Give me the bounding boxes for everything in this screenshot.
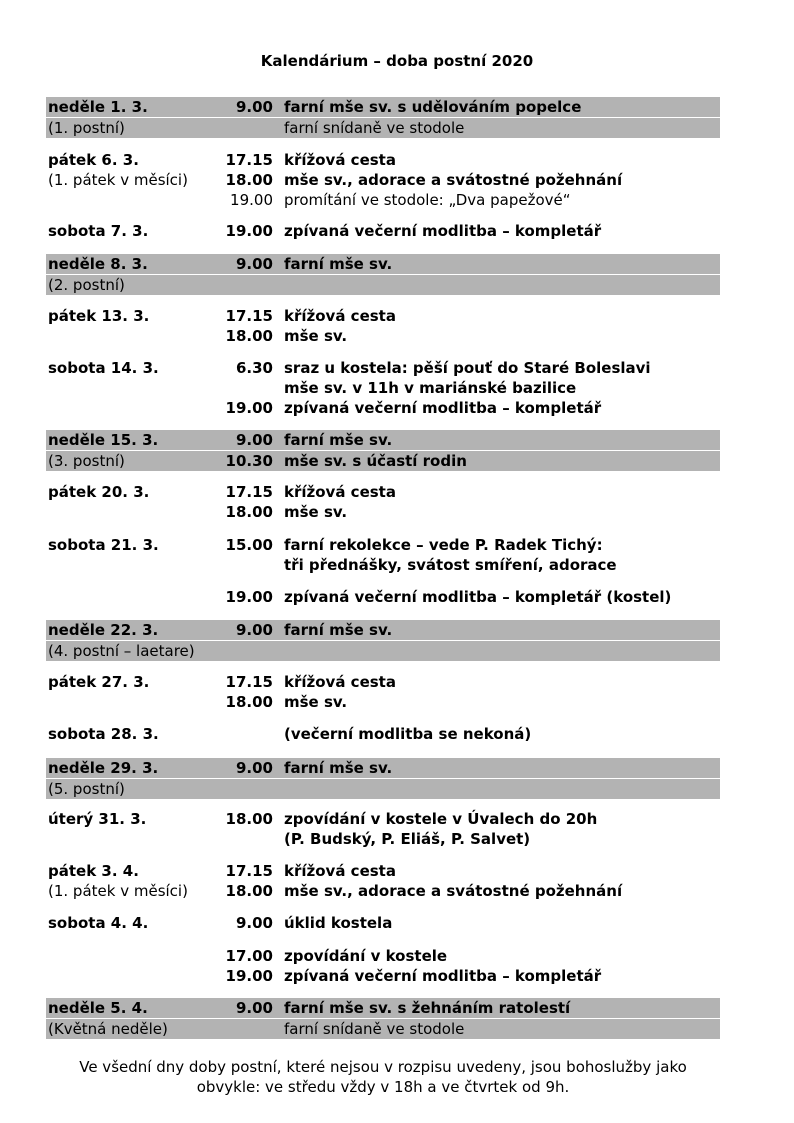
event-label: mše sv., adorace a svátostné požehnání	[284, 882, 623, 900]
event-label: křížová cesta	[284, 673, 396, 691]
schedule-block	[46, 482, 720, 522]
time-label: 17.00	[225, 947, 273, 965]
schedule-row	[46, 829, 720, 849]
time-label: 18.00	[225, 503, 273, 521]
event-label: farní snídaně ve stodole	[284, 1020, 465, 1038]
schedule-block	[46, 97, 720, 138]
time-label: 17.15	[225, 862, 273, 880]
time-label: 18.00	[225, 171, 273, 189]
time-label: 19.00	[225, 399, 273, 417]
sunday-row	[46, 97, 720, 117]
day-label: sobota 21. 3.	[48, 536, 159, 554]
day-label: sobota 14. 3.	[48, 359, 159, 377]
event-label: úklid kostela	[284, 914, 393, 932]
event-label: křížová cesta	[284, 483, 396, 501]
sunday-row	[46, 640, 720, 661]
schedule-row	[46, 946, 720, 966]
time-label: 6.30	[235, 359, 273, 377]
sunday-row	[46, 430, 720, 450]
schedule-row	[46, 170, 720, 190]
event-label: farní rekolekce – vede P. Radek Tichý:	[284, 536, 603, 554]
day-label: neděle 29. 3.	[48, 759, 159, 777]
event-label: farní mše sv.	[284, 621, 393, 639]
schedule-block	[46, 430, 720, 471]
time-label: 18.00	[225, 810, 273, 828]
time-label: 9.00	[235, 914, 273, 932]
schedule-row	[46, 398, 720, 418]
schedule-block	[46, 535, 720, 575]
day-label: neděle 22. 3.	[48, 621, 159, 639]
schedule-row	[46, 306, 720, 326]
schedule-block	[46, 306, 720, 346]
event-label: mše sv. v 11h v mariánské bazilice	[284, 379, 577, 397]
sunday-row	[46, 117, 720, 138]
schedule-row	[46, 555, 720, 575]
time-label: 9.00	[235, 621, 273, 639]
schedule-row	[46, 809, 720, 829]
sunday-row	[46, 758, 720, 778]
schedule-block	[46, 620, 720, 661]
schedule-row	[46, 881, 720, 901]
event-label: zpovídání v kostele v Úvalech do 20h	[284, 810, 598, 828]
day-label: pátek 20. 3.	[48, 483, 150, 501]
schedule-row	[46, 378, 720, 398]
day-label: (4. postní – laetare)	[48, 642, 195, 660]
sunday-row	[46, 1018, 720, 1039]
day-label: (1. pátek v měsíci)	[48, 882, 188, 900]
time-label: 17.15	[225, 483, 273, 501]
day-label: sobota 4. 4.	[48, 914, 149, 932]
schedule-row	[46, 221, 720, 241]
event-label: zpívaná večerní modlitba – kompletář	[284, 222, 602, 240]
event-label: zpívaná večerní modlitba – kompletář (kostel)	[284, 588, 672, 606]
time-label: 15.00	[225, 536, 273, 554]
event-label: zpovídání v kostele	[284, 947, 448, 965]
time-label: 10.30	[225, 452, 273, 470]
day-label: neděle 1. 3.	[48, 98, 148, 116]
schedule-row	[46, 482, 720, 502]
schedule-row	[46, 861, 720, 881]
event-label: křížová cesta	[284, 307, 396, 325]
schedule-block	[46, 587, 720, 607]
time-label: 17.15	[225, 151, 273, 169]
schedule-row	[46, 692, 720, 712]
time-label: 17.15	[225, 307, 273, 325]
schedule-block	[46, 861, 720, 901]
time-label: 9.00	[235, 759, 273, 777]
day-label: (3. postní)	[48, 452, 125, 470]
event-label: mše sv.	[284, 327, 348, 345]
time-label: 17.15	[225, 673, 273, 691]
schedule-block	[46, 221, 720, 241]
day-label: sobota 7. 3.	[48, 222, 149, 240]
page-title: Kalendárium – doba postní 2020	[260, 52, 534, 70]
event-label: mše sv., adorace a svátostné požehnání	[284, 171, 623, 189]
schedule-block	[46, 758, 720, 799]
day-label: (Květná neděle)	[48, 1020, 168, 1038]
schedule-row	[46, 724, 720, 744]
schedule-row	[46, 587, 720, 607]
event-label: (večerní modlitba se nekoná)	[284, 725, 532, 743]
schedule-block	[46, 724, 720, 744]
sunday-row	[46, 450, 720, 471]
sunday-row	[46, 620, 720, 640]
day-label: pátek 6. 3.	[48, 151, 139, 169]
schedule-row	[46, 150, 720, 170]
day-label: pátek 3. 4.	[48, 862, 139, 880]
day-label: (1. pátek v měsíci)	[48, 171, 188, 189]
day-label: neděle 5. 4.	[48, 999, 148, 1017]
sunday-row	[46, 274, 720, 295]
time-label: 9.00	[235, 431, 273, 449]
event-label: mše sv.	[284, 503, 348, 521]
time-label: 19.00	[225, 222, 273, 240]
time-label: 19.00	[225, 967, 273, 985]
event-label: mše sv. s účastí rodin	[284, 452, 467, 470]
event-label: farní mše sv.	[284, 759, 393, 777]
time-label: 9.00	[235, 999, 273, 1017]
time-label: 18.00	[225, 882, 273, 900]
schedule-row	[46, 966, 720, 986]
schedule-block	[46, 672, 720, 712]
event-label: farní mše sv. s žehnáním ratolestí	[284, 999, 571, 1017]
time-label: 9.00	[235, 255, 273, 273]
schedule-block	[46, 998, 720, 1039]
schedule-row	[46, 672, 720, 692]
schedule-row	[46, 535, 720, 555]
day-label: neděle 15. 3.	[48, 431, 159, 449]
event-label: křížová cesta	[284, 862, 396, 880]
event-label: farní snídaně ve stodole	[284, 119, 465, 137]
time-label: 18.00	[225, 693, 273, 711]
schedule-block	[46, 946, 720, 986]
schedule-row	[46, 358, 720, 378]
event-label: mše sv.	[284, 693, 348, 711]
time-label: 19.00	[225, 588, 273, 606]
schedule-block	[46, 150, 720, 210]
schedule-row	[46, 913, 720, 933]
time-label: 9.00	[235, 98, 273, 116]
sunday-row	[46, 778, 720, 799]
day-label: úterý 31. 3.	[48, 810, 147, 828]
day-label: sobota 28. 3.	[48, 725, 159, 743]
schedule-block	[46, 809, 720, 849]
sunday-row	[46, 998, 720, 1018]
event-label: tři přednášky, svátost smíření, adorace	[284, 556, 617, 574]
schedule-row	[46, 190, 720, 210]
footer-line: Ve všední dny doby postní, které nejsou v rozpisu uvedeny, jsou bohoslužby jako	[79, 1058, 687, 1076]
event-label: křížová cesta	[284, 151, 396, 169]
day-label: neděle 8. 3.	[48, 255, 148, 273]
schedule-row	[46, 326, 720, 346]
sunday-row	[46, 254, 720, 274]
time-label: 19.00	[230, 191, 273, 209]
schedule-block	[46, 254, 720, 295]
event-label: promítání ve stodole: „Dva papežové“	[284, 191, 571, 209]
event-label: farní mše sv. s udělováním popelce	[284, 98, 582, 116]
schedule-block	[46, 913, 720, 933]
day-label: (2. postní)	[48, 276, 125, 294]
footer-line: obvykle: ve středu vždy v 18h a ve čtvrtek od 9h.	[196, 1078, 570, 1096]
event-label: sraz u kostela: pěší pouť do Staré Boleslavi	[284, 359, 651, 377]
event-label: farní mše sv.	[284, 431, 393, 449]
event-label: farní mše sv.	[284, 255, 393, 273]
time-label: 18.00	[225, 327, 273, 345]
footer-note	[0, 1057, 766, 1097]
day-label: (1. postní)	[48, 119, 125, 137]
event-label: (P. Budský, P. Eliáš, P. Salvet)	[284, 830, 531, 848]
day-label: (5. postní)	[48, 780, 125, 798]
schedule-row	[46, 502, 720, 522]
schedule-block	[46, 358, 720, 418]
day-label: pátek 27. 3.	[48, 673, 150, 691]
event-label: zpívaná večerní modlitba – kompletář	[284, 967, 602, 985]
event-label: zpívaná večerní modlitba – kompletář	[284, 399, 602, 417]
day-label: pátek 13. 3.	[48, 307, 150, 325]
